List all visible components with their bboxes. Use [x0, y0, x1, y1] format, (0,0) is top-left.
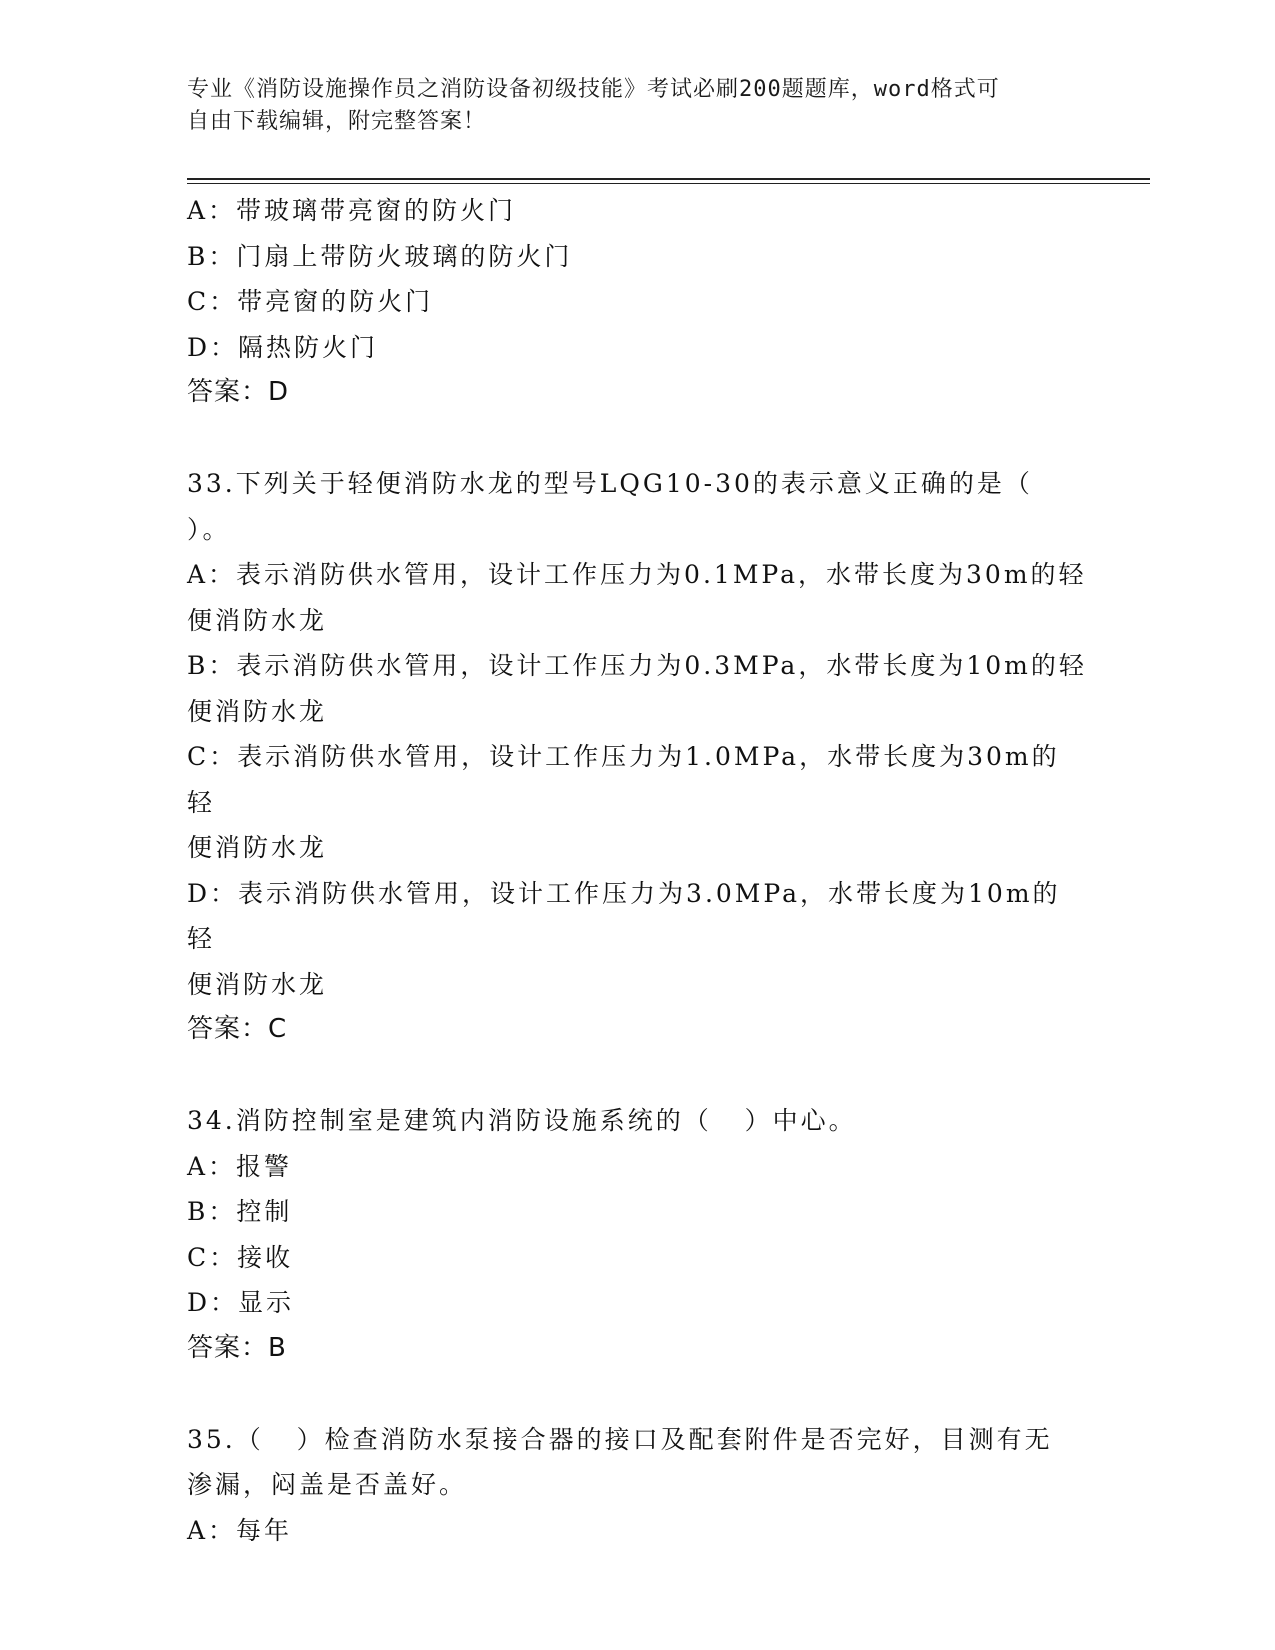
- question-33: [187, 461, 1087, 1053]
- question-list: [187, 188, 1087, 1553]
- header-line-1: 专业《消防设施操作员之消防设备初级技能》考试必刷200题题库，word格式可: [187, 77, 1000, 102]
- answer: 答案：B: [187, 1332, 287, 1363]
- option-b-continued: 便消防水龙: [187, 696, 328, 726]
- option-d: D：隔热防火门: [187, 332, 379, 362]
- option-c: C：带亮窗的防火门: [187, 287, 434, 316]
- option-c-continued: 便消防水龙: [187, 833, 328, 862]
- header-rule-thin: [187, 183, 1150, 184]
- option-c: C：表示消防供水管用，设计工作压力为1.0MPa，水带长度为30m的轻: [187, 742, 1060, 817]
- option-a-continued: 便消防水龙: [187, 605, 328, 635]
- option-d: D：显示: [187, 1288, 295, 1317]
- question-stem-line-2: 渗漏，闷盖是否盖好。: [187, 1470, 468, 1499]
- option-b: B：控制: [187, 1197, 293, 1226]
- question-stem-line-2: ）。: [187, 514, 231, 544]
- spacer: [187, 1371, 1087, 1417]
- option-c: C：接收: [187, 1242, 294, 1272]
- header-rule-thick: [187, 178, 1150, 180]
- document-header: [187, 74, 1067, 138]
- option-d-continued: 便消防水龙: [187, 969, 328, 999]
- answer: 答案：D: [187, 377, 290, 407]
- option-a: A：每年: [187, 1515, 293, 1545]
- question-35: [187, 1417, 1087, 1554]
- question-stem-line-1: 33.下列关于轻便消防水龙的型号LQG10-30的表示意义正确的是（: [187, 469, 1033, 498]
- option-b: B：表示消防供水管用，设计工作压力为0.3MPa，水带长度为10m的轻: [187, 651, 1087, 680]
- option-d: D：表示消防供水管用，设计工作压力为3.0MPa，水带长度为10m的轻: [187, 878, 1061, 953]
- spacer: [187, 1053, 1087, 1099]
- question-32: [187, 188, 1087, 416]
- question-stem: 34.消防控制室是建筑内消防设施系统的（ ）中心。: [187, 1106, 857, 1135]
- spacer: [187, 416, 1087, 462]
- option-a: A：带玻璃带亮窗的防火门: [187, 196, 517, 225]
- question-34: [187, 1098, 1087, 1371]
- option-a: A：表示消防供水管用，设计工作压力为0.1MPa，水带长度为30m的轻: [187, 560, 1087, 589]
- header-line-2: 自由下载编辑，附完整答案！: [187, 109, 487, 134]
- option-b: B：门扇上带防火玻璃的防火门: [187, 241, 573, 271]
- question-stem-line-1: 35.（ ）检查消防水泵接合器的接口及配套附件是否完好，目测有无: [187, 1424, 1053, 1454]
- answer: 答案：C: [187, 1014, 288, 1044]
- option-a: A：报警: [187, 1151, 293, 1181]
